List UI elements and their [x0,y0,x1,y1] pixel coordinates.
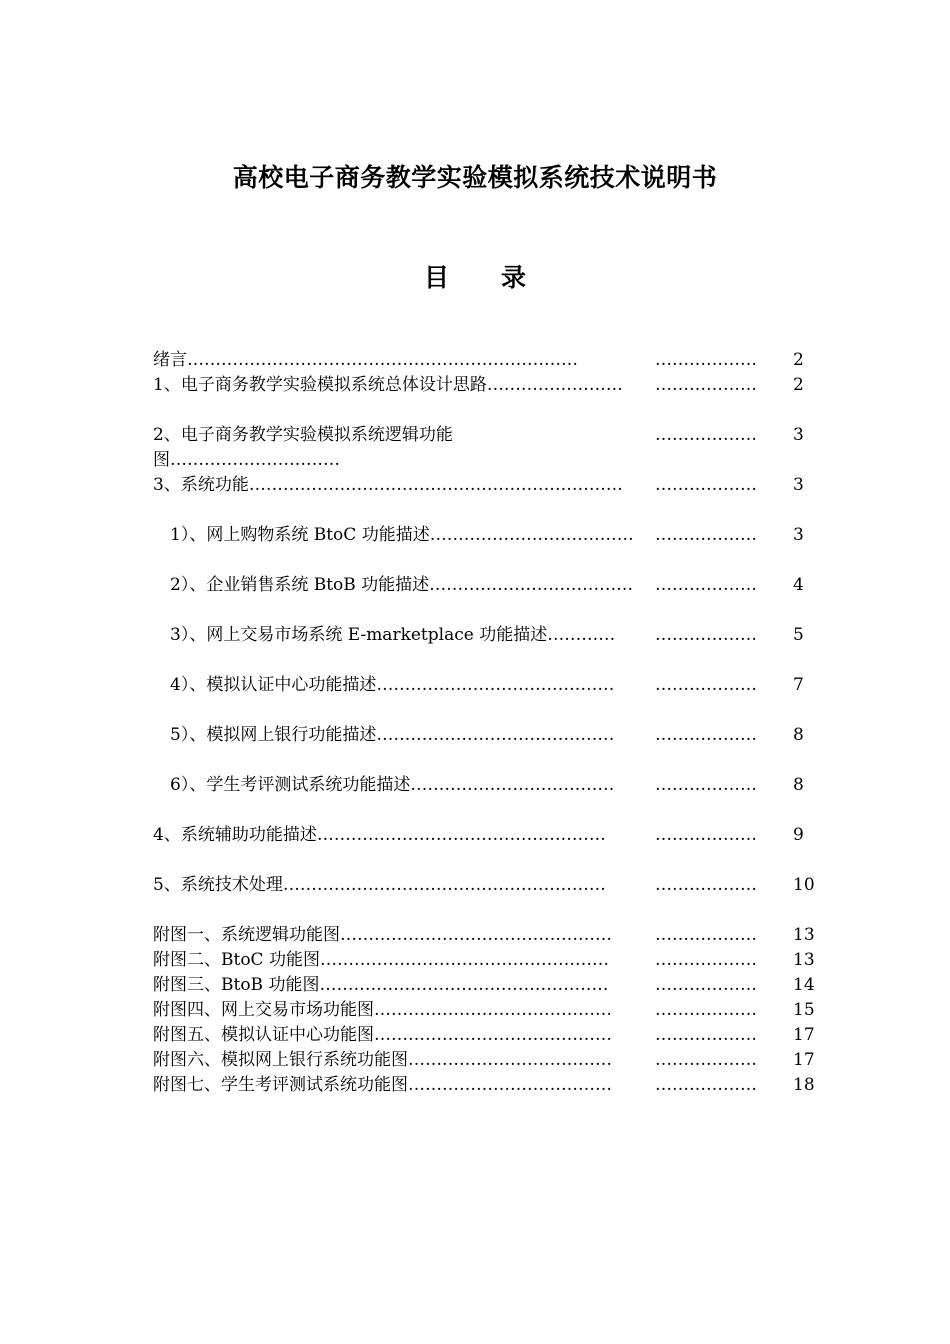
toc-entry[interactable] [153,348,823,373]
toc-entry-leader: ……………… [655,925,757,945]
toc-entry-leader: ……………… [655,825,757,845]
toc-entry-title: 附图五、模拟认证中心功能图…………………………………… [153,1025,612,1045]
toc-heading-char-2: 录 [501,263,527,292]
toc-entry[interactable] [153,623,823,673]
toc-entry[interactable] [153,998,823,1023]
toc-entry[interactable] [153,673,823,723]
toc-entry-leader: ……………… [655,525,757,545]
toc-entry-leader: ……………… [655,950,757,970]
toc-entry-title: 附图二、BtoC 功能图…………………………………………… [153,950,609,970]
toc-entry-leader: ……………… [655,975,757,995]
toc-heading [0,258,950,294]
toc-entry-leader: ……………… [655,1075,757,1095]
toc-entry[interactable] [153,923,823,948]
toc-entry-title: 附图四、网上交易市场功能图…………………………………… [153,1000,612,1020]
toc-entry-leader: ……………… [655,575,757,595]
toc-entry-title: 4、系统辅助功能描述…………………………………………… [153,825,606,845]
toc-entry-leader: ……………… [655,675,757,695]
toc-entry-title: 1）、网上购物系统 BtoC 功能描述……………………………… [170,525,634,545]
toc-entry-title: 附图三、BtoB 功能图…………………………………………… [153,975,609,995]
toc-entry-leader: ……………… [655,350,757,370]
toc-entry-leader: ……………… [655,1000,757,1020]
toc-entry[interactable] [153,773,823,823]
toc-entry-page-number: 15 [793,1000,815,1020]
toc-entry-title: 2）、企业销售系统 BtoB 功能描述……………………………… [170,575,634,595]
toc-entry[interactable] [153,523,823,573]
toc-entry-page-number: 13 [793,950,815,970]
toc-entry-title: 附图七、学生考评测试系统功能图……………………………… [153,1075,612,1095]
toc-entry-page-number: 14 [793,975,815,995]
toc-entry-page-number: 10 [793,875,815,895]
toc-entry-page-number: 3 [793,475,804,495]
toc-entry[interactable] [153,948,823,973]
toc-entry[interactable] [153,1073,823,1098]
toc-entry-page-number: 4 [793,575,804,595]
toc-entry[interactable] [153,1048,823,1073]
toc-entry-title: 绪言…………………………………………………………… [153,350,578,370]
toc-entry-title: 3）、网上交易市场系统 E-marketplace 功能描述………… [170,625,616,645]
toc-entry[interactable] [153,873,823,923]
toc-entry-leader: ……………… [655,475,757,495]
toc-entry-leader: ……………… [655,1025,757,1045]
toc-entry[interactable] [153,973,823,998]
toc-entry[interactable] [153,373,823,423]
toc-entry-page-number: 8 [793,725,804,745]
toc-entry-title: 4）、模拟认证中心功能描述…………………………………… [170,675,615,695]
toc-entry-leader: ……………… [655,875,757,895]
toc-entry-leader: ……………… [655,375,757,395]
toc-entry-page-number: 3 [793,525,804,545]
toc-entry-leader: ……………… [655,1050,757,1070]
table-of-contents [153,348,823,1098]
toc-entry[interactable] [153,423,823,473]
toc-entry-page-number: 9 [793,825,804,845]
toc-entry[interactable] [153,1023,823,1048]
toc-entry-title: 5）、模拟网上银行功能描述…………………………………… [170,725,615,745]
toc-entry-title: 附图一、系统逻辑功能图………………………………………… [153,925,612,945]
toc-entry-leader: ……………… [655,725,757,745]
toc-entry-title: 3、系统功能………………………………………………………… [153,475,623,495]
toc-entry-page-number: 2 [793,375,804,395]
toc-entry-page-number: 17 [793,1025,815,1045]
toc-entry-title: 2、电子商务教学实验模拟系统逻辑功能图………………………… [153,425,453,470]
toc-entry-page-number: 3 [793,425,804,445]
toc-entry-page-number: 8 [793,775,804,795]
toc-entry-leader: ……………… [655,625,757,645]
toc-entry[interactable] [153,723,823,773]
toc-entry-page-number: 7 [793,675,804,695]
toc-entry-page-number: 13 [793,925,815,945]
toc-entry-leader: ……………… [655,775,757,795]
toc-entry-title: 附图六、模拟网上银行系统功能图……………………………… [153,1050,612,1070]
toc-entry-title: 6）、学生考评测试系统功能描述……………………………… [170,775,615,795]
toc-entry-page-number: 17 [793,1050,815,1070]
toc-entry[interactable] [153,823,823,873]
toc-entry-title: 5、系统技术处理………………………………………………… [153,875,606,895]
toc-entry-page-number: 5 [793,625,804,645]
toc-entry-leader: ……………… [655,425,757,445]
toc-entry-page-number: 2 [793,350,804,370]
toc-entry[interactable] [153,473,823,523]
toc-entry-title: 1、电子商务教学实验模拟系统总体设计思路…………………… [153,375,623,395]
document-title: 高校电子商务教学实验模拟系统技术说明书 [232,163,718,192]
toc-entry-page-number: 18 [793,1075,815,1095]
toc-heading-char-1: 目 [423,263,449,292]
toc-entry[interactable] [153,573,823,623]
